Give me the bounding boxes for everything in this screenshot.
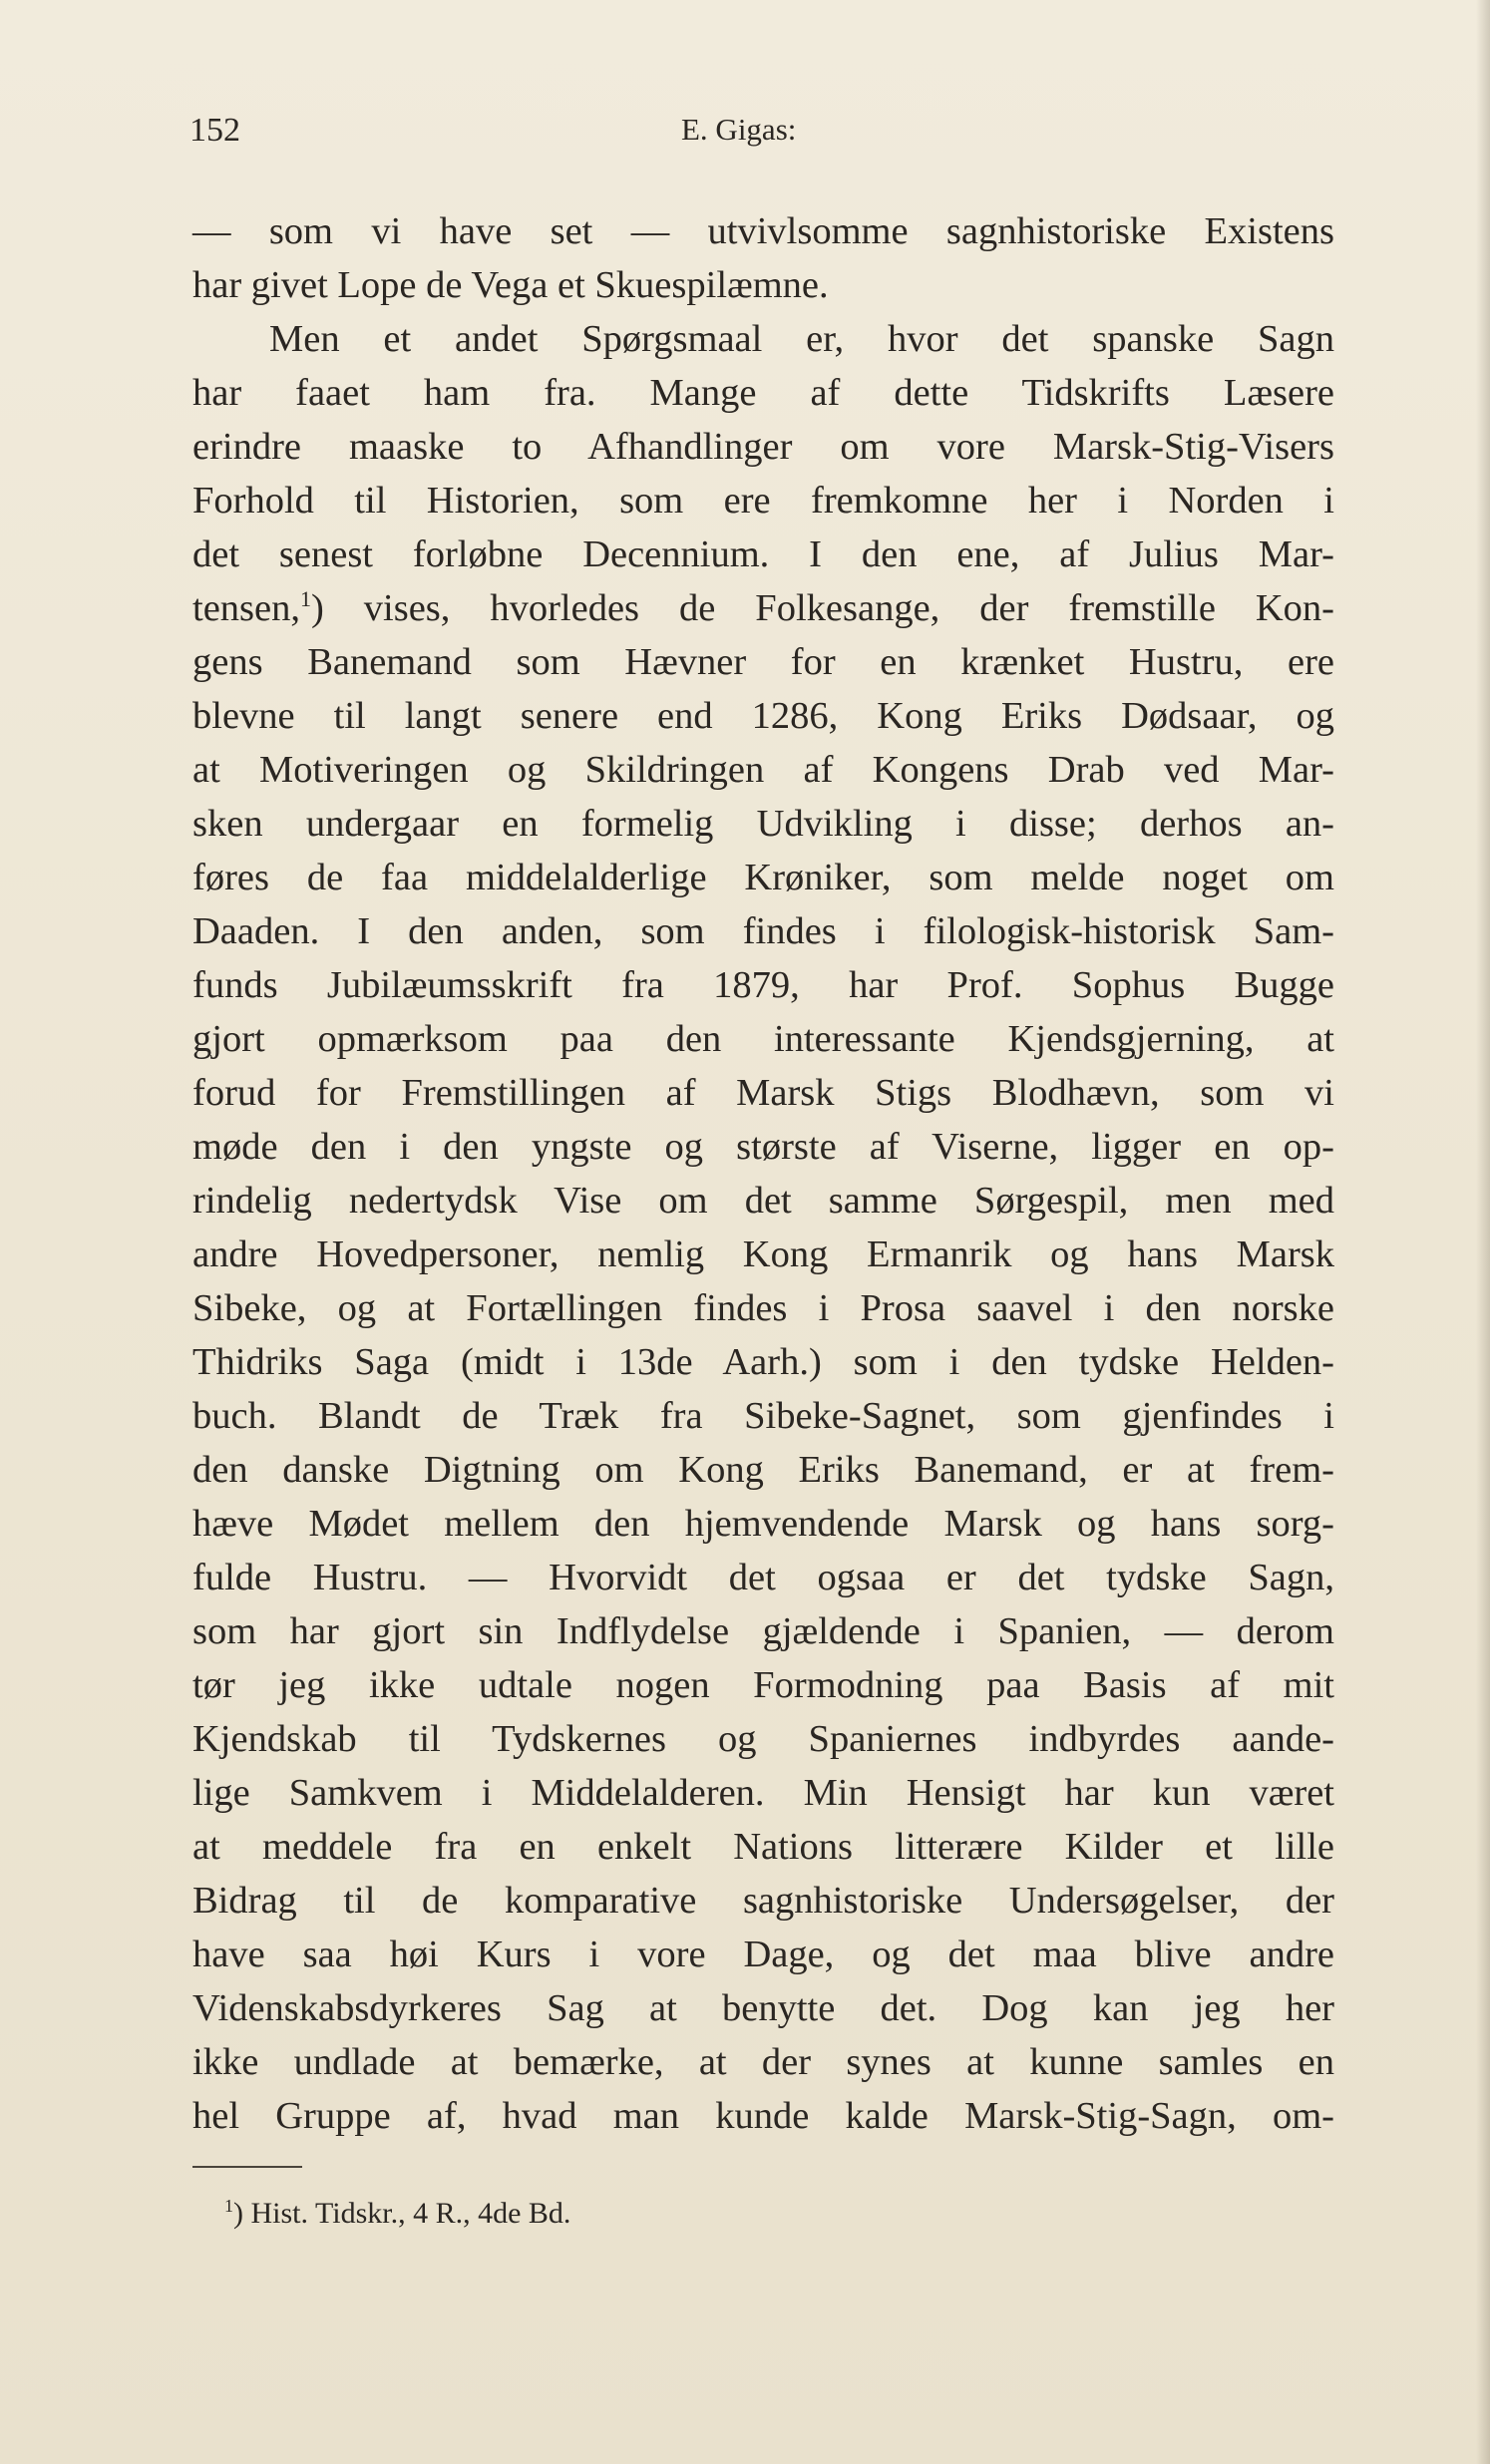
footnote-reference: 1: [299, 586, 311, 612]
text-line: gjort opmærksom paa den interessante Kjendsgjerning, at: [192, 1018, 1334, 1060]
footnote-divider: [192, 2166, 302, 2168]
text-line: rindelig nedertydsk Vise om det samme Sørgespil, men med: [192, 1180, 1334, 1222]
text-line: forud for Fremstillingen af Marsk Stigs Blodhævn, som vi: [192, 1072, 1334, 1114]
running-head: [189, 112, 1336, 162]
text-line: gens Banemand som Hævner for en krænket Hustru, ere: [192, 641, 1334, 683]
text-line: have saa høi Kurs i vore Dage, og det maa blive andre: [192, 1934, 1334, 1975]
text-line: at meddele fra en enkelt Nations litterære Kilder et lille: [192, 1826, 1334, 1868]
text-line: at Motiveringen og Skildringen af Kongens Drab ved Mar-: [192, 749, 1334, 791]
text-line: erindre maaske to Afhandlinger om vore Marsk-Stig-Visers: [192, 426, 1334, 468]
text-line: har givet Lope de Vega et Skuespilæmne.: [192, 264, 829, 306]
text-line: Forhold til Historien, som ere fremkomne her i Norden i: [192, 480, 1334, 522]
page-number: 152: [189, 112, 240, 149]
text-line: Sibeke, og at Fortællingen findes i Prosa saavel i den norske: [192, 1287, 1334, 1329]
text-line: — som vi have set — utvivlsomme sagnhistoriske Existens: [192, 210, 1334, 252]
text-line: blevne til langt senere end 1286, Kong Eriks Dødsaar, og: [192, 695, 1334, 737]
text-line: lige Samkvem i Middelalderen. Min Hensigt har kun været: [192, 1772, 1334, 1814]
page-edge-shadow: [1476, 0, 1490, 2464]
text-line: føres de faa middelalderlige Krøniker, som melde noget om: [192, 857, 1334, 898]
text-line: tør jeg ikke udtale nogen Formodning paa Basis af mit: [192, 1664, 1334, 1706]
text-line: Daaden. I den anden, som findes i filologisk-historisk Sam-: [192, 910, 1334, 952]
footnote: [224, 2194, 570, 2234]
text-line: Thidriks Saga (midt i 13de Aarh.) som i den tydske Helden-: [192, 1341, 1334, 1383]
text-line: buch. Blandt de Træk fra Sibeke-Sagnet, som gjenfindes i: [192, 1395, 1334, 1437]
footnote-mark: 1: [224, 2196, 233, 2216]
text-line: sken undergaar en formelig Udvikling i disse; derhos an-: [192, 803, 1334, 845]
text-segment: ) vises, hvorledes de Folkesange, der fremstille Kon-: [310, 587, 1334, 629]
text-line: Bidrag til de komparative sagnhistoriske Undersøgelser, der: [192, 1880, 1334, 1922]
body-text: [192, 204, 1334, 2143]
text-line: møde den i den yngste og største af Viserne, ligger en op-: [192, 1126, 1334, 1168]
footnote-text: ) Hist. Tidskr., 4 R., 4de Bd.: [233, 2197, 571, 2230]
text-segment: tensen,: [192, 587, 300, 629]
text-line: hæve Mødet mellem den hjemvendende Marsk og hans sorg-: [192, 1503, 1334, 1545]
text-line-with-note: [192, 581, 1334, 635]
text-line: ikke undlade at bemærke, at der synes at kunne samles en: [192, 2041, 1334, 2083]
text-line: andre Hovedpersoner, nemlig Kong Ermanrik og hans Marsk: [192, 1233, 1334, 1275]
text-line: har faaet ham fra. Mange af dette Tidskrifts Læsere: [192, 372, 1334, 414]
text-line: Kjendskab til Tydskernes og Spaniernes indbyrdes aande-: [192, 1718, 1334, 1760]
text-line: hel Gruppe af, hvad man kunde kalde Marsk-Stig-Sagn, om-: [192, 2095, 1334, 2137]
text-line: Videnskabsdyrkeres Sag at benytte det. Dog kan jeg her: [192, 1987, 1334, 2029]
text-line: det senest forløbne Decennium. I den ene, af Julius Mar-: [192, 533, 1334, 575]
running-title: E. Gigas:: [681, 112, 797, 147]
text-line: funds Jubilæumsskrift fra 1879, har Prof. Sophus Bugge: [192, 964, 1334, 1006]
text-line: Men et andet Spørgsmaal er, hvor det spanske Sagn: [269, 318, 1334, 360]
text-line: fulde Hustru. — Hvorvidt det ogsaa er det tydske Sagn,: [192, 1557, 1334, 1598]
text-line: den danske Digtning om Kong Eriks Banemand, er at frem-: [192, 1449, 1334, 1491]
text-line: som har gjort sin Indflydelse gjældende i Spanien, — derom: [192, 1610, 1334, 1652]
